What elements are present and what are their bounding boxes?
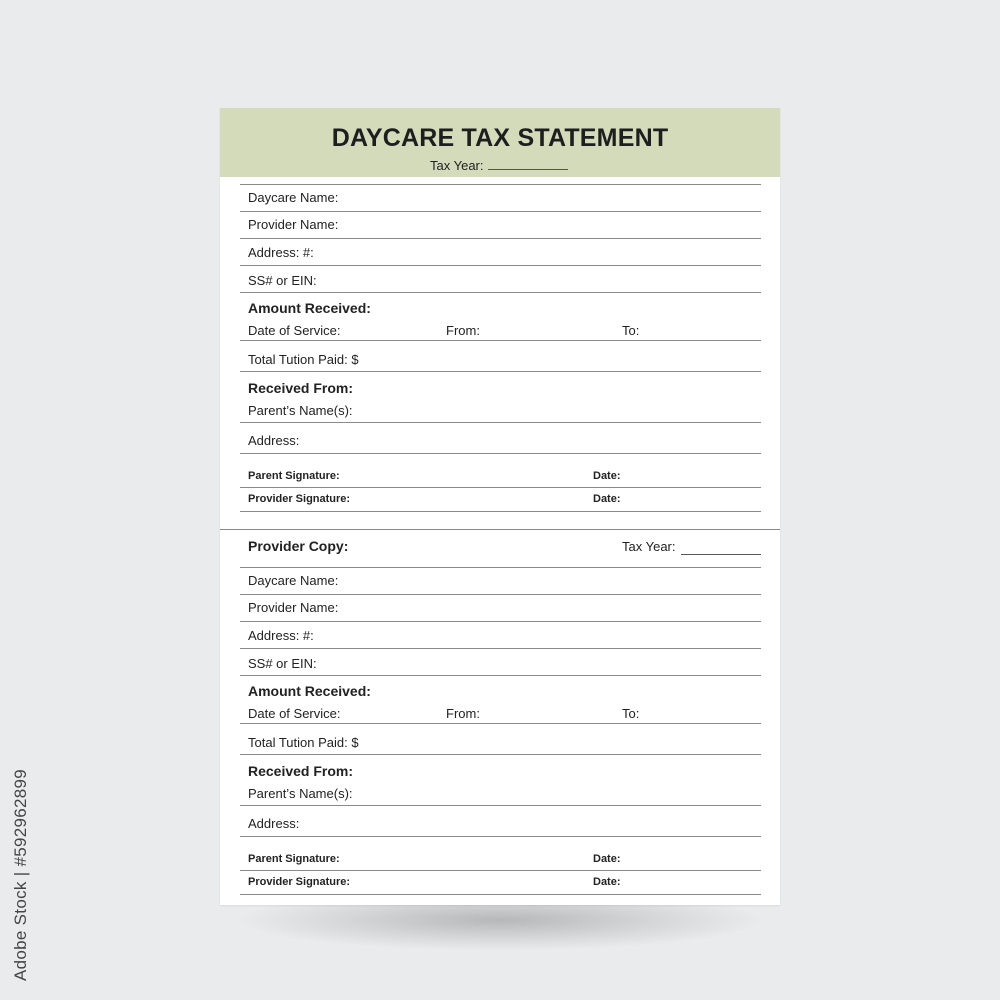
form-sheet: [220, 108, 780, 905]
from-label: From:: [446, 323, 480, 338]
rule-line: [240, 487, 761, 488]
tax-year-label: Tax Year:: [430, 158, 484, 173]
provider-signature-date-label: Date:: [593, 493, 621, 505]
daycare-name-label: Daycare Name:: [248, 573, 339, 588]
rule-line: [240, 184, 761, 185]
rule-line: [240, 621, 761, 622]
address-label: Address:: [248, 433, 300, 448]
provider-copy-heading: Provider Copy:: [248, 538, 349, 554]
rule-line: [240, 211, 761, 212]
parent-signature-label: Parent Signature:: [248, 470, 340, 482]
rule-line: [240, 723, 761, 724]
rule-line: [240, 340, 761, 341]
parents-names-label: Parent’s Name(s):: [248, 403, 353, 418]
provider-signature-label: Provider Signature:: [248, 876, 351, 888]
date-of-service-label: Date of Service:: [248, 706, 341, 721]
address-number-label: Address: #:: [248, 245, 314, 260]
tax-year-line[interactable]: [488, 157, 568, 170]
rule-line: [240, 754, 761, 755]
ss-ein-label: SS# or EIN:: [248, 656, 317, 671]
watermark-text: Adobe Stock | #592962899: [11, 768, 30, 982]
provider-signature-date-label: Date:: [593, 876, 621, 888]
total-tuition-label: Total Tution Paid: $: [248, 352, 359, 367]
from-label: From:: [446, 706, 480, 721]
provider-copy-tax-year-line[interactable]: [681, 554, 761, 555]
ss-ein-label: SS# or EIN:: [248, 273, 317, 288]
parent-signature-label: Parent Signature:: [248, 853, 340, 865]
address-number-label: Address: #:: [248, 628, 314, 643]
daycare-name-label: Daycare Name:: [248, 190, 339, 205]
date-of-service-label: Date of Service:: [248, 323, 341, 338]
to-label: To:: [622, 706, 640, 721]
received-from-heading: Received From:: [248, 763, 354, 779]
rule-line: [240, 648, 761, 649]
provider-name-label: Provider Name:: [248, 217, 339, 232]
section-divider: [220, 529, 780, 530]
received-from-heading: Received From:: [248, 380, 354, 396]
rule-line: [240, 567, 761, 568]
rule-line: [240, 511, 761, 512]
provider-name-label: Provider Name:: [248, 600, 339, 615]
stock-watermark: [6, 760, 36, 990]
form-title: DAYCARE TAX STATEMENT: [331, 124, 669, 152]
rule-line: [240, 805, 761, 806]
rule-line: [240, 371, 761, 372]
rule-line: [240, 870, 761, 871]
rule-line: [240, 453, 761, 454]
rule-line: [240, 292, 761, 293]
address-label: Address:: [248, 816, 300, 831]
rule-line: [240, 894, 761, 895]
parents-names-label: Parent’s Name(s):: [248, 786, 353, 801]
amount-received-heading: Amount Received:: [248, 300, 371, 316]
rule-line: [240, 422, 761, 423]
parent-signature-date-label: Date:: [593, 470, 621, 482]
parent-signature-date-label: Date:: [593, 853, 621, 865]
total-tuition-label: Total Tution Paid: $: [248, 735, 359, 750]
rule-line: [240, 836, 761, 837]
amount-received-heading: Amount Received:: [248, 683, 371, 699]
provider-signature-label: Provider Signature:: [248, 493, 351, 505]
rule-line: [240, 594, 761, 595]
rule-line: [240, 265, 761, 266]
form-header: [220, 108, 780, 177]
to-label: To:: [622, 323, 640, 338]
provider-copy-tax-year-label: Tax Year:: [622, 539, 676, 554]
tax-year-field: [430, 157, 568, 173]
rule-line: [240, 238, 761, 239]
rule-line: [240, 675, 761, 676]
